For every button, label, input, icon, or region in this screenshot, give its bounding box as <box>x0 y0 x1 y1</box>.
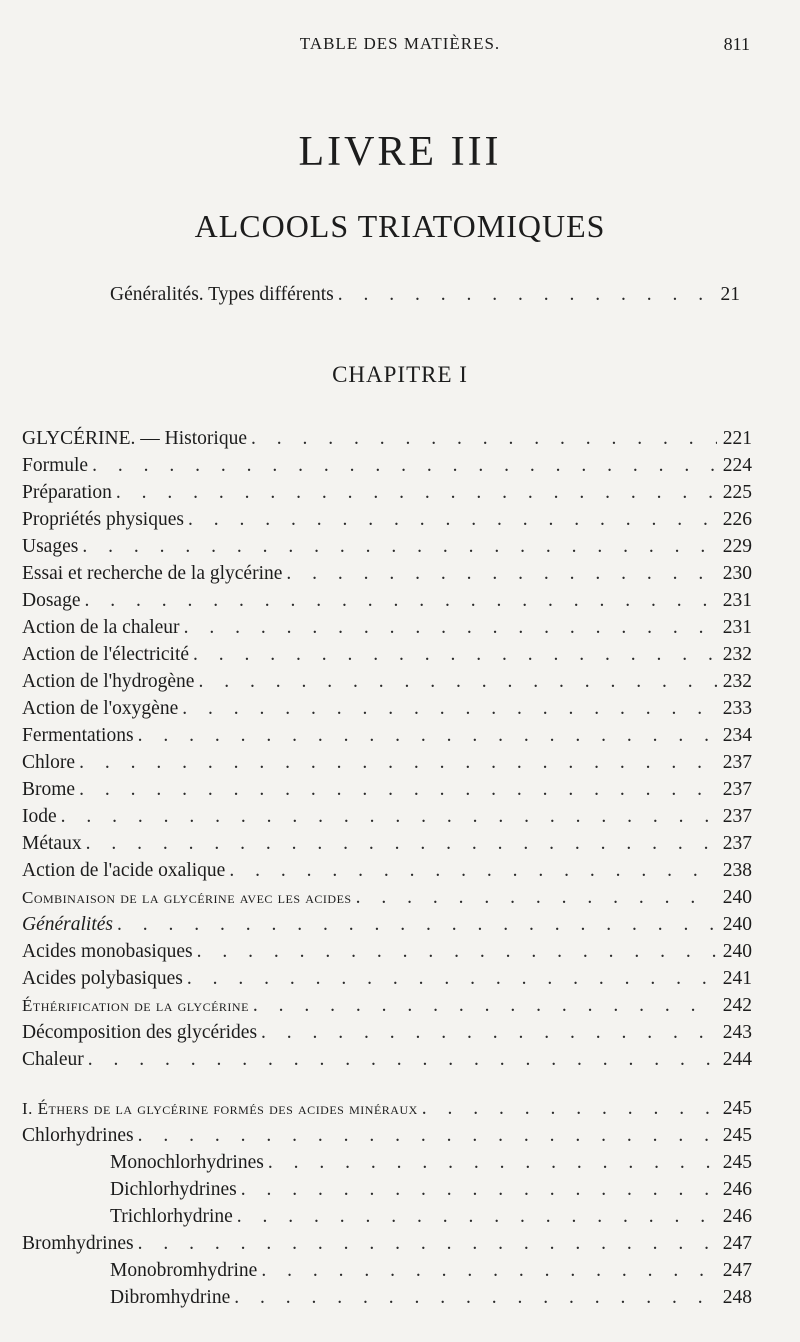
dot-leader <box>237 1206 717 1228</box>
toc-entry-label: Formule <box>22 455 89 476</box>
toc-entry-page: 231 <box>722 617 752 638</box>
toc-entry-section[interactable] <box>22 1098 752 1124</box>
toc-entry-page: 247 <box>722 1233 752 1254</box>
dot-leader <box>261 1022 717 1044</box>
toc-subentry[interactable] <box>110 1179 752 1205</box>
dot-leader <box>229 860 716 882</box>
toc-entry-page: 243 <box>722 1022 752 1043</box>
toc-entry-label: Chlore <box>22 752 76 773</box>
dot-leader <box>138 1233 717 1255</box>
toc-entry-label: Propriétés physiques <box>22 509 184 530</box>
toc-entry-label: Dibromhydrine <box>110 1287 231 1308</box>
toc-entry-page: 245 <box>722 1125 752 1146</box>
toc-entry[interactable] <box>22 725 752 751</box>
toc-entry-page: 226 <box>722 509 752 530</box>
dot-leader <box>188 509 717 531</box>
toc-entry[interactable] <box>22 482 752 508</box>
dot-leader <box>84 590 716 612</box>
toc-entry-page: 246 <box>722 1179 752 1200</box>
dot-leader <box>251 428 717 450</box>
dot-leader <box>61 806 717 828</box>
toc-entry-label: Monobromhydrine <box>110 1260 258 1281</box>
toc-entry-page: 237 <box>722 833 752 854</box>
toc-entry-label: I. Éthers de la glycérine formés des acides minéraux <box>22 1099 418 1118</box>
toc-entry-page: 237 <box>722 779 752 800</box>
toc-entry-label: Trichlorhydrine <box>110 1206 233 1227</box>
toc-entry-page: 246 <box>722 1206 752 1227</box>
toc-entry-page: 240 <box>722 914 752 935</box>
toc-entry-section[interactable] <box>22 995 752 1021</box>
toc-entry[interactable] <box>22 806 752 832</box>
dot-leader <box>92 455 717 477</box>
dot-leader <box>86 833 717 855</box>
part-title: ALCOOLS TRIATOMIQUES <box>194 208 606 244</box>
dot-leader <box>187 968 717 990</box>
toc-entry[interactable] <box>22 1022 752 1048</box>
toc-entry-page: 245 <box>722 1098 752 1119</box>
toc-subentry[interactable] <box>110 1206 752 1232</box>
toc-entry-label: Dosage <box>22 590 81 611</box>
dot-leader <box>197 941 717 963</box>
toc-entry-section[interactable] <box>22 887 752 913</box>
toc-entry[interactable] <box>22 590 752 616</box>
toc-entry[interactable] <box>22 1049 752 1075</box>
toc-entry-label: Dichlorhydrines <box>110 1179 237 1200</box>
toc-entry-page: 240 <box>722 887 752 908</box>
toc-subentry[interactable] <box>110 1260 752 1286</box>
toc-entry-label: Iode <box>22 806 57 827</box>
dot-leader <box>193 644 717 666</box>
dot-leader <box>241 1179 717 1201</box>
dot-leader <box>268 1152 717 1174</box>
toc-entry-page: 237 <box>722 752 752 773</box>
chapter-title: CHAPITRE I <box>332 362 468 387</box>
toc-entry-label: Monochlorhydrines <box>110 1152 264 1173</box>
toc-entry-label: Acides monobasiques <box>22 941 193 962</box>
toc-entry-label: Généralités. Types différents <box>110 284 334 305</box>
dot-leader <box>182 698 717 720</box>
toc-entry-label: Métaux <box>22 833 82 854</box>
toc-entry-page: 21 <box>720 284 740 305</box>
toc-entry[interactable] <box>22 914 752 940</box>
toc-entry[interactable] <box>22 428 752 454</box>
toc-entry-label: Action de l'acide oxalique <box>22 860 226 881</box>
toc-entry[interactable] <box>22 1125 752 1151</box>
toc-entry-label: Action de l'électricité <box>22 644 190 665</box>
dot-leader <box>356 887 717 909</box>
toc-entry-page: 225 <box>722 482 752 503</box>
toc-entry-label: Action de l'hydrogène <box>22 671 195 692</box>
toc-entry-page: 242 <box>722 995 752 1016</box>
toc-subentry[interactable] <box>110 1287 752 1313</box>
dot-leader <box>261 1260 716 1282</box>
toc-entry-page: 244 <box>722 1049 752 1070</box>
toc-entry[interactable] <box>22 752 752 778</box>
toc-entry[interactable] <box>22 698 752 724</box>
toc-entry-label: Action de la chaleur <box>22 617 180 638</box>
dot-leader <box>184 617 717 639</box>
dot-leader <box>286 563 716 585</box>
toc-entry-label: Bromhydrines <box>22 1233 134 1254</box>
dot-leader <box>422 1098 717 1120</box>
toc-entry-label: Essai et recherche de la glycérine <box>22 563 283 584</box>
dot-leader <box>138 1125 717 1147</box>
toc-entry-label: Usages <box>22 536 79 557</box>
dot-leader <box>79 779 717 801</box>
toc-entry-label: Acides polybasiques <box>22 968 183 989</box>
dot-leader <box>82 536 716 558</box>
dot-leader <box>198 671 716 693</box>
toc-entry[interactable] <box>22 455 752 481</box>
toc-entry[interactable] <box>22 563 752 589</box>
toc-entry[interactable] <box>22 968 752 994</box>
dot-leader <box>338 284 715 306</box>
running-header <box>0 34 800 56</box>
toc-entry-label: Chlorhydrines <box>22 1125 134 1146</box>
dot-leader <box>138 725 717 747</box>
toc-entry-page: 234 <box>722 725 752 746</box>
toc-entry-page: 248 <box>722 1287 752 1308</box>
toc-entry-page: 232 <box>722 644 752 665</box>
toc-entry-generalites[interactable] <box>110 284 740 310</box>
toc-entry-page: 245 <box>722 1152 752 1173</box>
toc-entry[interactable] <box>22 860 752 886</box>
dot-leader <box>234 1287 717 1309</box>
toc-subentry[interactable] <box>110 1152 752 1178</box>
dot-leader <box>79 752 717 774</box>
book-title: LIVRE III <box>298 129 502 175</box>
toc-entry-page: 247 <box>722 1260 752 1281</box>
running-title: TABLE DES MATIÈRES. <box>299 34 501 53</box>
toc-entry-page: 229 <box>722 536 752 557</box>
toc-entry[interactable] <box>22 833 752 859</box>
toc-entry-page: 231 <box>722 590 752 611</box>
toc-entry-page: 230 <box>722 563 752 584</box>
toc-entry[interactable] <box>22 644 752 670</box>
dot-leader <box>88 1049 717 1071</box>
toc-entry-label: Décomposition des glycérides <box>22 1022 258 1043</box>
toc-entry[interactable] <box>22 617 752 643</box>
toc-entry-page: 233 <box>722 698 752 719</box>
toc-entry[interactable] <box>22 779 752 805</box>
toc-entry-page: 238 <box>722 860 752 881</box>
toc-entry-label: Fermentations <box>22 725 134 746</box>
toc-entry-page: 240 <box>722 941 752 962</box>
toc-entry-label: Action de l'oxygène <box>22 698 179 719</box>
toc-entry-label: Chaleur <box>22 1049 84 1070</box>
toc-entry-page: 241 <box>722 968 752 989</box>
dot-leader <box>253 995 717 1017</box>
toc-entry[interactable] <box>22 536 752 562</box>
page-number: 811 <box>723 34 750 54</box>
toc-entry-label: Brome <box>22 779 76 800</box>
toc-entry-label: GLYCÉRINE. — Historique <box>22 428 247 449</box>
toc-entry-label: Préparation <box>22 482 112 503</box>
toc-entry[interactable] <box>22 509 752 535</box>
toc-entry[interactable] <box>22 671 752 697</box>
toc-entry-page: 232 <box>722 671 752 692</box>
toc-entry[interactable] <box>22 1233 752 1259</box>
dot-leader <box>117 914 717 936</box>
toc-entry-page: 221 <box>722 428 752 449</box>
toc-entry[interactable] <box>22 941 752 967</box>
toc-entry-page: 237 <box>722 806 752 827</box>
toc-entry-label: Généralités <box>22 914 113 935</box>
toc-entry-page: 224 <box>722 455 752 476</box>
dot-leader <box>116 482 717 504</box>
toc-entry-label: Éthérification de la glycérine <box>22 996 249 1015</box>
toc-entry-label: Combinaison de la glycérine avec les acides <box>22 888 352 907</box>
